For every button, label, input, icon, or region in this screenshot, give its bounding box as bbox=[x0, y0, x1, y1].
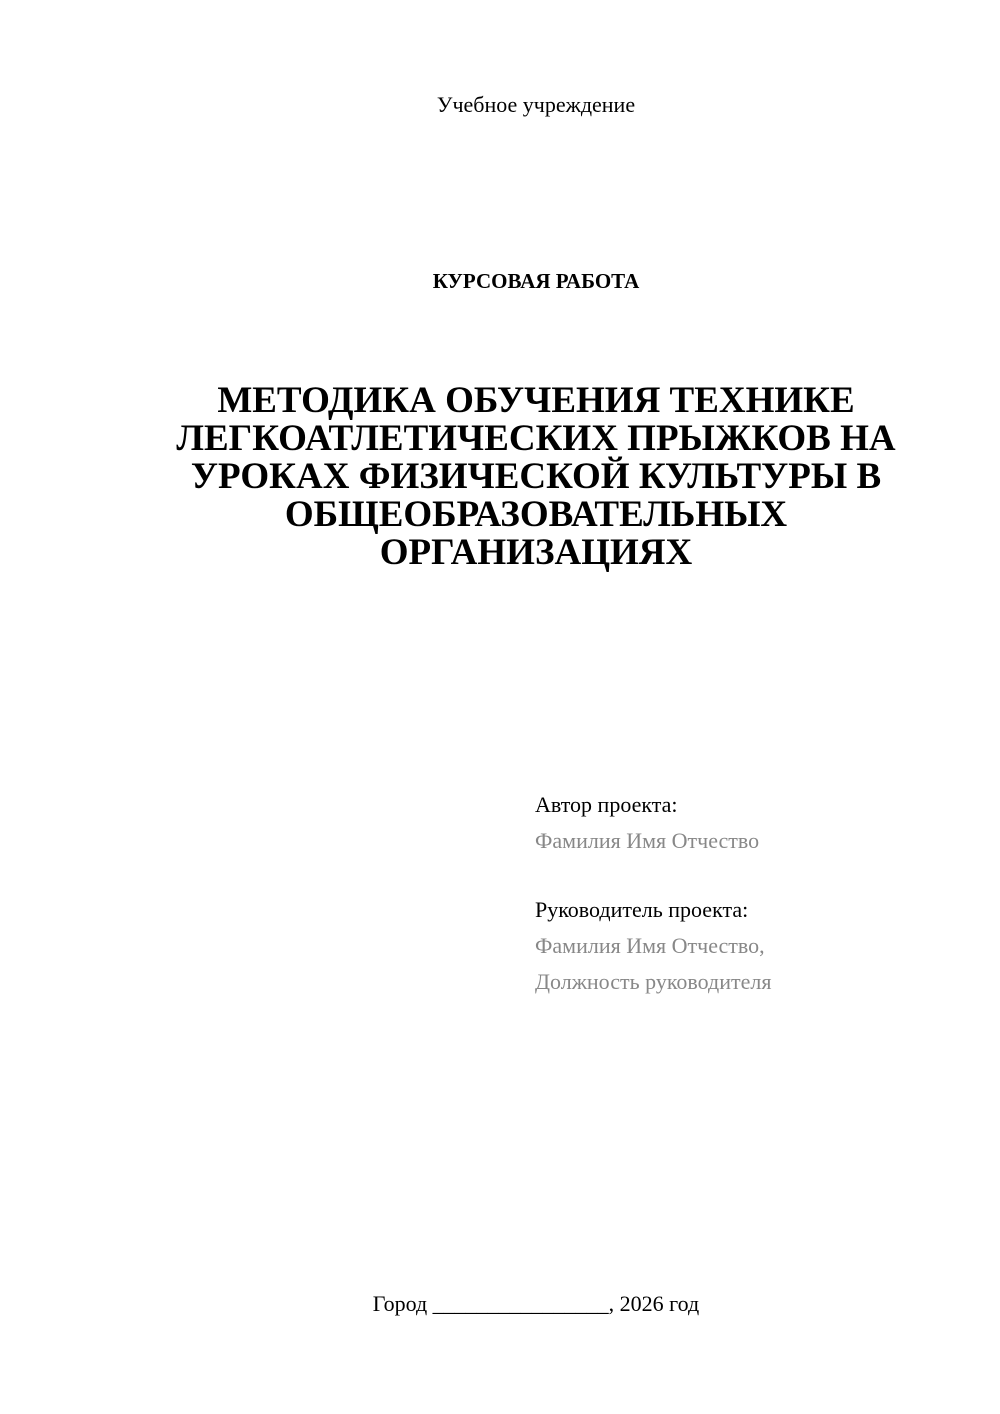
author-block bbox=[535, 787, 975, 859]
author-name: Фамилия Имя Отчество bbox=[535, 828, 760, 853]
title-line: ОРГАНИЗАЦИЯХ bbox=[379, 532, 693, 573]
city-year-line: Город ________________, 2026 год bbox=[372, 1291, 700, 1316]
title-line: УРОКАХ ФИЗИЧЕСКОЙ КУЛЬТУРЫ В bbox=[190, 456, 882, 497]
supervisor-label: Руководитель проекта: bbox=[535, 897, 749, 922]
supervisor-position: Должность руководителя bbox=[535, 969, 772, 994]
title-line: ЛЕГКОАТЛЕТИЧЕСКИХ ПРЫЖКОВ НА bbox=[176, 418, 896, 459]
title-line: МЕТОДИКА ОБУЧЕНИЯ ТЕХНИКЕ bbox=[217, 380, 855, 421]
supervisor-name: Фамилия Имя Отчество, bbox=[535, 933, 765, 958]
title-line: ОБЩЕОБРАЗОВАТЕЛЬНЫХ bbox=[284, 494, 788, 535]
document-title bbox=[150, 382, 922, 572]
supervisor-block bbox=[535, 892, 975, 1000]
institution-name: Учебное учреждение bbox=[436, 92, 636, 117]
work-type-heading: КУРСОВАЯ РАБОТА bbox=[432, 269, 640, 293]
author-label: Автор проекта: bbox=[535, 792, 678, 817]
